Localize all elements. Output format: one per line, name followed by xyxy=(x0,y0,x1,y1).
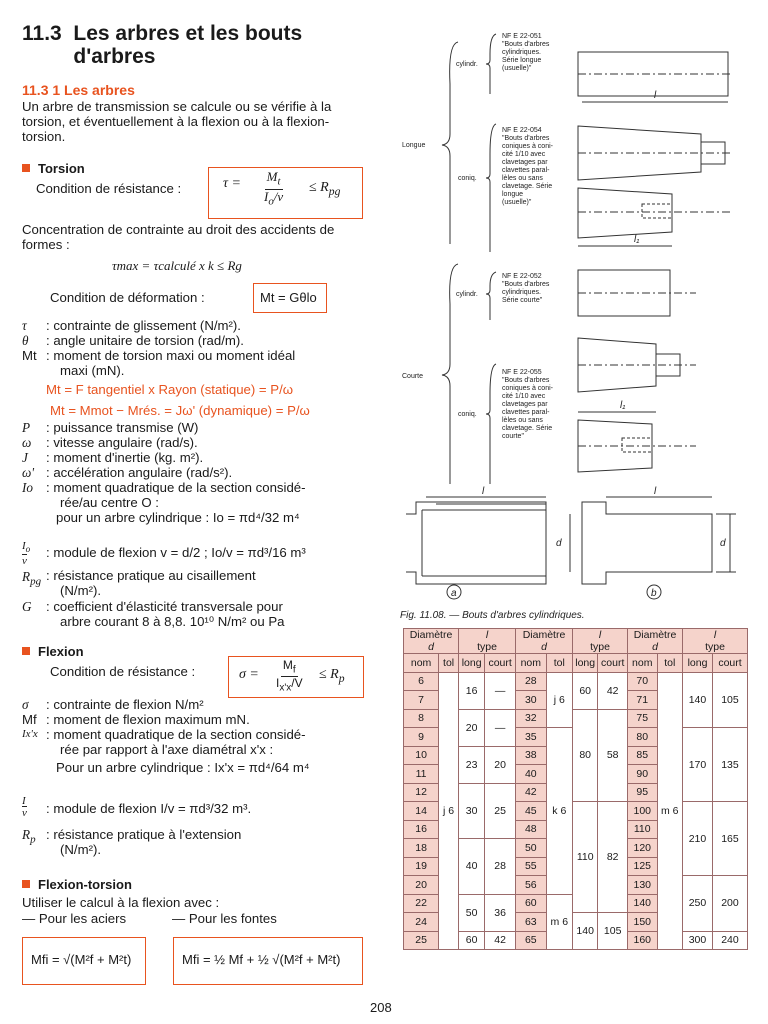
nom-cell: 16 xyxy=(404,820,439,839)
nom-cell: 40 xyxy=(516,765,547,784)
long-cell: 110 xyxy=(573,802,598,913)
nom-cell: 18 xyxy=(404,839,439,858)
nom-cell: 80 xyxy=(628,728,658,747)
tol-cell: j 6 xyxy=(546,672,572,728)
dim-l1-1: l₁ xyxy=(634,234,640,245)
g-symbol: G xyxy=(22,599,32,614)
svg-text:NF E 22-054: NF E 22-054 xyxy=(502,127,542,134)
dim-d-b: d xyxy=(720,538,726,549)
table-header-l-1: l type xyxy=(459,629,516,654)
nom-cell: 70 xyxy=(628,672,658,691)
torsion-module: : module de flexion v = d/2 ; Io/v = πd³/16 m³ xyxy=(46,545,306,560)
nom-cell: 30 xyxy=(516,691,547,710)
nom-cell: 130 xyxy=(628,876,658,895)
long-cell: 210 xyxy=(683,802,713,876)
nom-cell: 90 xyxy=(628,765,658,784)
nom-cell: 50 xyxy=(516,839,547,858)
long-cell: 140 xyxy=(573,913,598,950)
rp-symbol: $R_p$ xyxy=(22,827,36,846)
nom-cell: 19 xyxy=(404,857,439,876)
svg-text:cité 1/10 avec: cité 1/10 avec xyxy=(502,151,546,158)
nom-cell: 65 xyxy=(516,931,547,950)
table-header-l-3: l type xyxy=(683,629,748,654)
nom-cell: 48 xyxy=(516,820,547,839)
orange-formula-dynamic: Mt = Mmot − Mrés. = Jω' (dynamique) = P/ω xyxy=(50,403,310,418)
dim-d-a: d xyxy=(556,538,562,549)
court-cell: 36 xyxy=(485,894,516,931)
svg-text:coniques à coni-: coniques à coni- xyxy=(502,143,553,150)
svg-text:Série courte": Série courte" xyxy=(502,297,543,304)
nf-e-22-051-note xyxy=(502,33,550,72)
svg-text:cylindriques.: cylindriques. xyxy=(502,49,541,56)
nom-cell: 35 xyxy=(516,728,547,747)
flexion-formula-box: σ = $\frac{M_f}{I_{x'x}/V}$ ≤ $R_p$ xyxy=(228,656,364,698)
nom-cell: 14 xyxy=(404,802,439,821)
dim-l-a: l xyxy=(482,486,485,497)
flexion-torsion-line: Utiliser le calcul à la flexion avec : xyxy=(22,895,220,910)
nom-cell: 28 xyxy=(516,672,547,691)
rpg-unit: (N/m²). xyxy=(60,583,102,598)
page-title: 11.3 Les arbres et les bouts d'arbres xyxy=(22,22,303,68)
nom-cell: 63 xyxy=(516,913,547,932)
label-a: a xyxy=(451,588,457,599)
nom-cell: 75 xyxy=(628,709,658,728)
nf-e-22-052-note xyxy=(502,273,550,304)
g-text-2: arbre courant 8 à 8,8. 10¹⁰ N/m² ou Pa xyxy=(60,614,285,629)
nom-cell: 55 xyxy=(516,857,547,876)
svg-text:cylindriques.: cylindriques. xyxy=(502,289,541,296)
svg-text:clavetage. Série: clavetage. Série xyxy=(502,425,553,432)
dim-l-1: l xyxy=(654,90,657,101)
nom-cell: 120 xyxy=(628,839,658,858)
svg-text:clavettes paral-: clavettes paral- xyxy=(502,167,550,174)
io-over-v-symbol: $I_o$ v xyxy=(22,540,31,568)
nom-cell: 140 xyxy=(628,894,658,913)
svg-text:coniques à coni-: coniques à coni- xyxy=(502,385,553,392)
label-b: b xyxy=(651,588,657,599)
court-cell: 42 xyxy=(485,931,516,950)
nf-e-22-054-note xyxy=(502,127,554,206)
court-cell: 200 xyxy=(712,876,747,932)
svg-text:clavetages par: clavetages par xyxy=(502,159,548,166)
court-cell: 58 xyxy=(598,709,628,802)
tol-cell: k 6 xyxy=(546,728,572,895)
svg-text:clavetage. Série: clavetage. Série xyxy=(502,183,553,190)
nom-cell: 85 xyxy=(628,746,658,765)
cylindr-label-2: cylindr. xyxy=(456,291,478,298)
dim-l1-2: l₁ xyxy=(620,400,626,411)
bullet-square-icon xyxy=(22,880,30,888)
court-cell: 28 xyxy=(485,839,516,895)
nom-cell: 12 xyxy=(404,783,439,802)
court-cell: — xyxy=(485,709,516,746)
nom-cell: 60 xyxy=(516,894,547,913)
court-cell: 42 xyxy=(598,672,628,709)
long-cell: 170 xyxy=(683,728,713,802)
svg-text:NF E 22-051: NF E 22-051 xyxy=(502,33,542,40)
long-cell: 60 xyxy=(573,672,598,709)
rp-unit: (N/m²). xyxy=(60,842,102,857)
nom-cell: 150 xyxy=(628,913,658,932)
tol-cell: m 6 xyxy=(657,672,683,950)
bullet-square-icon xyxy=(22,647,30,655)
table-header-diameter-2: Diamètre d xyxy=(516,629,573,654)
svg-text:(usuelle)": (usuelle)" xyxy=(502,199,532,206)
nom-cell: 71 xyxy=(628,691,658,710)
deformation-box: Mt = Gθlo xyxy=(253,283,327,313)
svg-text:"Bouts d'arbres: "Bouts d'arbres xyxy=(502,377,550,384)
cylindr-label-1: cylindr. xyxy=(456,61,478,68)
nom-cell: 95 xyxy=(628,783,658,802)
svg-text:clavettes paral-: clavettes paral- xyxy=(502,409,550,416)
orange-formula-static: Mt = F tangentiel x Rayon (statique) = P/ω xyxy=(46,382,294,397)
court-cell: 105 xyxy=(712,672,747,728)
nom-cell: 45 xyxy=(516,802,547,821)
flexion-heading: Flexion xyxy=(22,644,84,659)
rpg-symbol: $R_{pg}$ xyxy=(22,569,42,588)
nom-cell: 7 xyxy=(404,691,439,710)
flexion-cond-label: Condition de résistance : xyxy=(50,664,196,679)
svg-text:Série longue: Série longue xyxy=(502,57,542,64)
svg-text:clavetages par: clavetages par xyxy=(502,401,548,408)
nom-cell: 38 xyxy=(516,746,547,765)
longue-label: Longue xyxy=(402,142,426,149)
long-cell: 250 xyxy=(683,876,713,932)
page-number: 208 xyxy=(370,1000,392,1015)
table-subheader: nom tol long court nom tol long court nom tol long court xyxy=(404,654,748,673)
long-cell: 20 xyxy=(459,709,485,746)
court-cell: 165 xyxy=(712,802,747,876)
court-cell: 105 xyxy=(598,913,628,950)
torsion-heading: Torsion xyxy=(22,161,85,176)
tol-cell: j 6 xyxy=(439,672,459,950)
nom-cell: 100 xyxy=(628,802,658,821)
dimensions-table xyxy=(403,628,748,950)
torsion-cond-label: Condition de résistance : xyxy=(36,181,182,196)
flexion-torsion-heading: Flexion-torsion xyxy=(22,877,132,892)
rp-text: : résistance pratique à l'extension xyxy=(46,827,242,842)
svg-text:courte": courte" xyxy=(502,433,524,440)
court-cell: 240 xyxy=(712,931,747,950)
nom-cell: 22 xyxy=(404,894,439,913)
concentration-formula: τmax = τcalculé x k ≤ Rg xyxy=(112,258,242,273)
nom-cell: 11 xyxy=(404,765,439,784)
deformation-label: Condition de déformation : xyxy=(50,290,205,305)
nom-cell: 110 xyxy=(628,820,658,839)
svg-text:(usuelle)": (usuelle)" xyxy=(502,65,532,72)
court-cell: 135 xyxy=(712,728,747,802)
svg-text:lèles ou sans: lèles ou sans xyxy=(502,417,543,424)
court-cell: 82 xyxy=(598,802,628,913)
torsion-formula-box: τ = $\frac{M_t}{I_o/v}$ ≤ $R_{pg}$ xyxy=(208,167,363,219)
nom-cell: 160 xyxy=(628,931,658,950)
tol-cell: m 6 xyxy=(546,894,572,950)
figure-caption: Fig. 11.08. — Bouts d'arbres cylindriques. xyxy=(400,610,585,621)
shaft-ends-figure xyxy=(396,24,748,624)
rpg-text: : résistance pratique au cisaillement xyxy=(46,568,256,583)
nom-cell: 8 xyxy=(404,709,439,728)
table-row xyxy=(404,672,748,691)
aciers-label: — Pour les aciers xyxy=(22,911,127,926)
courte-label: Courte xyxy=(402,373,424,380)
long-cell: 80 xyxy=(573,709,598,802)
long-cell: 30 xyxy=(459,783,485,839)
svg-text:cité 1/10 avec: cité 1/10 avec xyxy=(502,393,546,400)
svg-text:lèles ou sans: lèles ou sans xyxy=(502,175,543,182)
nom-cell: 24 xyxy=(404,913,439,932)
coniq-label-2: coniq. xyxy=(458,411,477,418)
court-cell: 25 xyxy=(485,783,516,839)
subsection-title: 11.3 1 Les arbres xyxy=(22,82,135,98)
nom-cell: 20 xyxy=(404,876,439,895)
fontes-label: — Pour les fontes xyxy=(172,911,277,926)
court-cell: 20 xyxy=(485,746,516,783)
svg-text:NF E 22-055: NF E 22-055 xyxy=(502,369,542,376)
g-text: : coefficient d'élasticité transversale pour xyxy=(46,599,283,614)
nom-cell: 10 xyxy=(404,746,439,765)
long-cell: 23 xyxy=(459,746,485,783)
svg-text:"Bouts d'arbres: "Bouts d'arbres xyxy=(502,41,550,48)
nom-cell: 25 xyxy=(404,931,439,950)
court-cell: — xyxy=(485,672,516,709)
svg-text:"Bouts d'arbres: "Bouts d'arbres xyxy=(502,135,550,142)
long-cell: 16 xyxy=(459,672,485,709)
dim-l-b: l xyxy=(654,486,657,497)
long-cell: 140 xyxy=(683,672,713,728)
nom-cell: 42 xyxy=(516,783,547,802)
coniq-label-1: coniq. xyxy=(458,175,477,182)
bullet-square-icon xyxy=(22,164,30,172)
long-cell: 60 xyxy=(459,931,485,950)
svg-text:NF E 22-052: NF E 22-052 xyxy=(502,273,542,280)
long-cell: 40 xyxy=(459,839,485,895)
nom-cell: 125 xyxy=(628,857,658,876)
long-cell: 300 xyxy=(683,931,713,950)
concentration-text: Concentration de contrainte au droit des accidents de formes : xyxy=(22,222,335,252)
svg-text:longue: longue xyxy=(502,191,524,198)
nom-cell: 32 xyxy=(516,709,547,728)
nom-cell: 56 xyxy=(516,876,547,895)
i-over-v-symbol: I v xyxy=(22,795,27,819)
nf-e-22-055-note xyxy=(502,369,554,440)
long-cell: 50 xyxy=(459,894,485,931)
nom-cell: 6 xyxy=(404,672,439,691)
svg-text:"Bouts d'arbres: "Bouts d'arbres xyxy=(502,281,550,288)
table-header-diameter-3: Diamètre d xyxy=(628,629,683,654)
aciers-formula-box: Mfi = √(M²f + M²t) xyxy=(22,937,146,985)
flexion-module: : module de flexion I/v = πd³/32 m³. xyxy=(46,801,252,816)
table-header-l-2: l type xyxy=(573,629,628,654)
intro-text: Un arbre de transmission se calcule ou se vérifie à la torsion, et éventuellement à la flexion ou à la flexion-torsion. xyxy=(22,99,332,144)
table-header-diameter-1: Diamètre d xyxy=(404,629,459,654)
fontes-formula-box: Mfi = ½ Mf + ½ √(M²f + M²t) xyxy=(173,937,363,985)
nom-cell: 9 xyxy=(404,728,439,747)
